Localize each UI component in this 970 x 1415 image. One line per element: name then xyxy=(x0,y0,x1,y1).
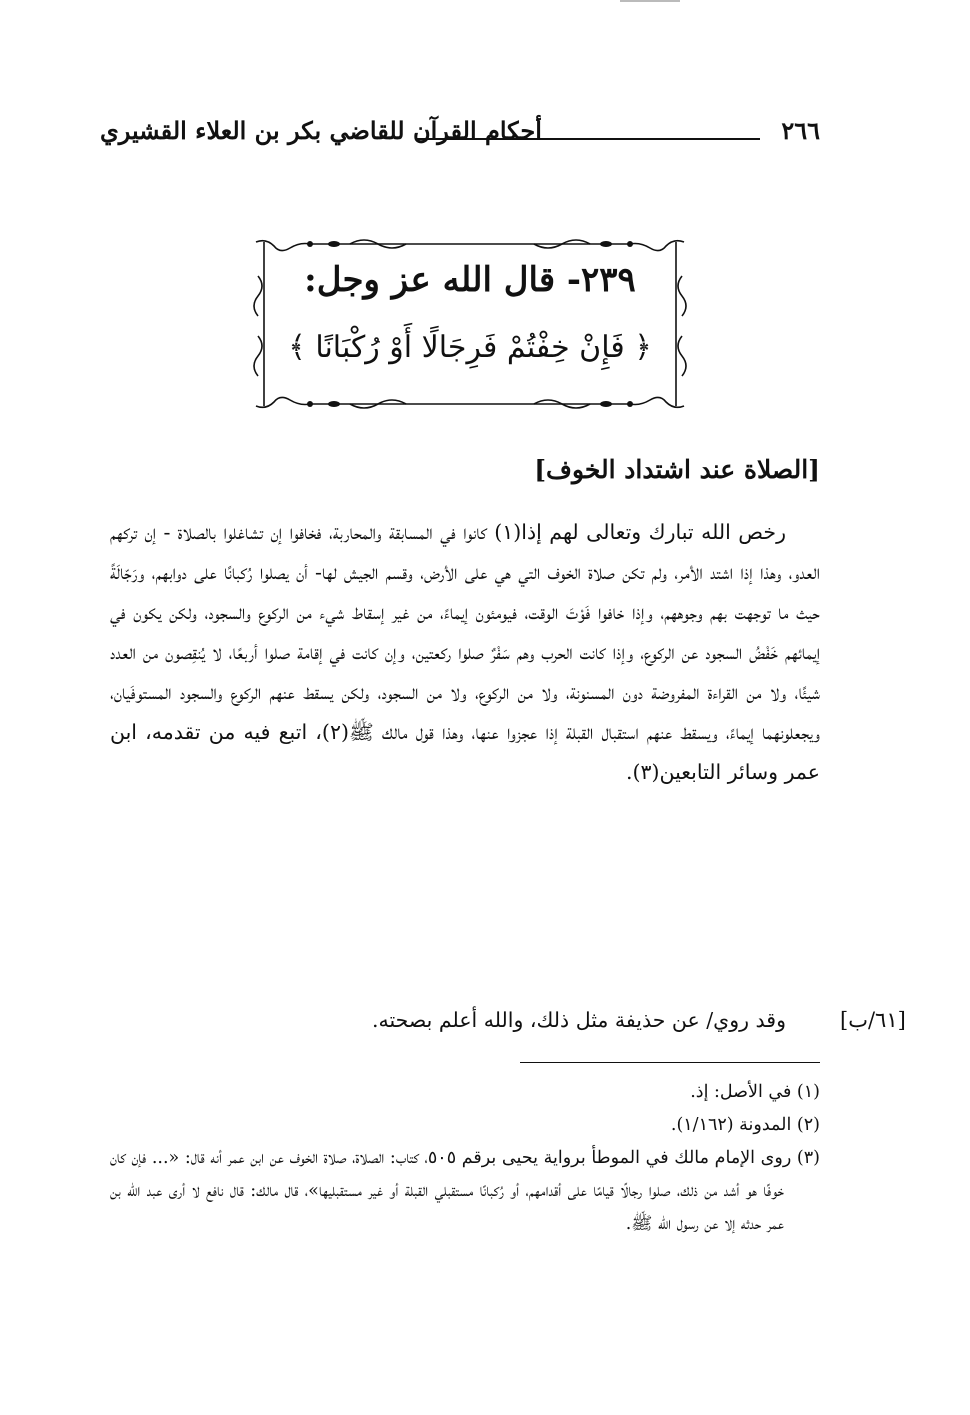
manuscript-folio-note: [٦١/ب] xyxy=(840,1008,906,1032)
footnote-1: (١) في الأصل: إذ. xyxy=(690,1082,820,1102)
footnotes xyxy=(110,1076,820,1241)
quran-verse: ﴿ فَإِنْ خِفْتُمْ فَرِجَالًا أَوْ رُكْبَانًا ﴾ xyxy=(288,330,652,365)
running-header xyxy=(100,112,820,152)
book-title: أحكام القرآن للقاضي بكر بن العلاء القشيري xyxy=(100,116,542,145)
closing-line xyxy=(110,1000,820,1040)
body-paragraph: رخص الله تبارك وتعالى لهم إذا(١) كانوا في المسابقة والمحاربة، فخافوا إن تشاغلوا بالصلاة - إن تركهم العدو، وهذا إذا اشتد الأمر، ولم تكن صلاة الخوف التي هي على الأرض، وقسم الجيش لها- أن يصلوا رُكبانًا على دوابهم، ورَجّالَةً حيث ما توجهت بهم وجوههم، وإذا خافوا فَوْتَ الوقت، فيومئون إيماءً، من غير إسقاط شيء من الركوع والسجود، ولكن يكون في إيمائهم خَفْضُ السجود عن الركوع، وإذا كانت الحرب وهم سَفْرٌ صلوا ركعتين، وإن كانت في إقامة صلوا أربعًا، لا يُنقِصون من العدد شيئًا، ولا من القراءة المفروضة دون المسنونة، ولا من الركوع، ولا من السجود، ولكن يسقط عنهم الركوع والسجود المستوفَيان، ويجعلونهما إيماءً، ويسقط عنهم استقبال القبلة إذا عجزوا عنها، وهذا قول مالك ﷺ(٢)، اتبع فيه من تقدمه، ابن عمر وسائر التابعين(٣). xyxy=(110,520,821,784)
verse-heading: ٢٣٩- قال الله عز وجل: xyxy=(304,260,636,300)
verse-ornament-box xyxy=(250,236,690,412)
footnote-3: (٣) روى الإمام مالك في الموطأ برواية يحيى برقم ٥٠٥، كتاب: الصلاة، صلاة الخوف عن ابن عمر أنه قال: «... فإن كان خوفًا هو أشد من ذلك، صلوا رجالًا قيامًا على أقدامهم، أو رُكبانًا مستقبلي القبلة أو غير مستقبليها»، قال مالك: قال نافع لا أرى عبد الله بن عمر حدثه إلا عن رسول الله ﷺ. xyxy=(110,1148,820,1234)
footnote-2: (٢) المدونة (١/١٦٢). xyxy=(670,1115,820,1135)
closing-line-text: وقد روي/ عن حذيفة مثل ذلك، والله أعلم بصحته. xyxy=(371,1008,786,1032)
footnote-rule xyxy=(520,1062,820,1063)
main-text xyxy=(110,512,820,792)
page-edge-mark xyxy=(620,0,680,2)
section-title: [الصلاة عند اشتداد الخوف] xyxy=(534,455,820,484)
page-number: ٢٦٦ xyxy=(781,116,820,145)
